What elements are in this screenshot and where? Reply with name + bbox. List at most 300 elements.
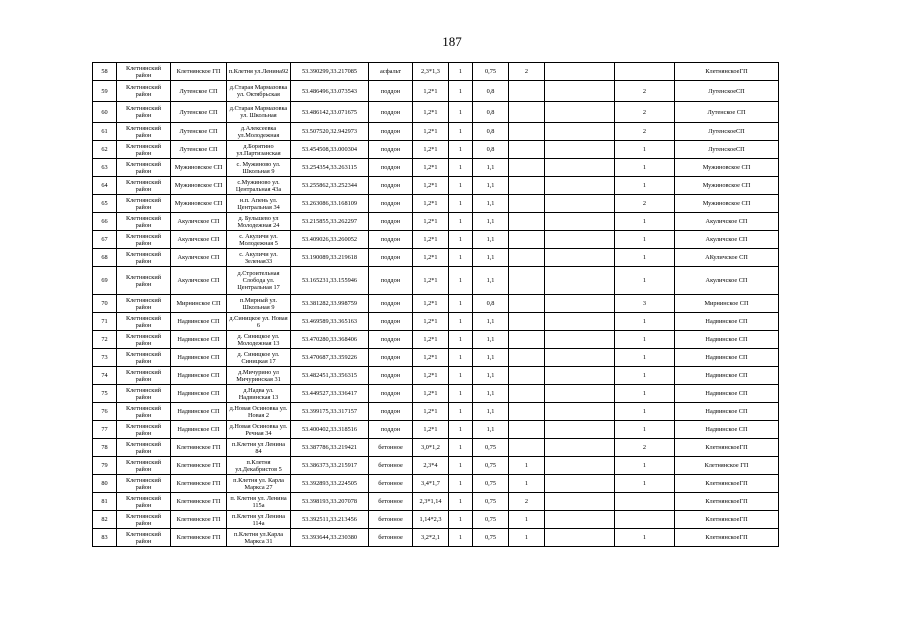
table-cell: д.Новая Осиновка ул. Новая 2 [227,403,291,421]
table-cell [509,367,545,385]
table-cell: Надвинское СП [675,331,779,349]
table-cell: 1 [509,529,545,547]
table-cell: 1,2*1 [413,295,449,313]
table-cell: Мирнинское СП [171,295,227,313]
table-cell [509,421,545,439]
table-cell: Акуличское СП [171,249,227,267]
table-cell: 0,8 [473,141,509,159]
table-cell [545,403,615,421]
table-cell: 1 [449,403,473,421]
table-cell: 1 [449,177,473,195]
table-cell: Акуличское СП [675,213,779,231]
table-cell: д.Надва ул. Надвинская 13 [227,385,291,403]
table-cell: 53.470687,33.359226 [291,349,369,367]
table-cell: 2,3*4 [413,457,449,475]
table-cell: 1,1 [473,231,509,249]
table-cell: 2 [615,81,675,102]
table-cell: 1,2*1 [413,267,449,295]
table-cell: Клетнянский район [117,177,171,195]
table-cell: 3,2*2,1 [413,529,449,547]
table-cell: 1 [509,457,545,475]
table-cell: 2 [615,102,675,123]
table-cell: 1,14*2,3 [413,511,449,529]
table-cell: бетонное [369,529,413,547]
table-cell: 1 [449,102,473,123]
table-cell: 76 [93,403,117,421]
table-cell: Клетнянский район [117,267,171,295]
table-cell: поддон [369,349,413,367]
table-cell: Клетнянский район [117,349,171,367]
table-cell [509,267,545,295]
table-cell: 1,2*1 [413,313,449,331]
table-cell: 1,1 [473,385,509,403]
table-cell: 1 [449,123,473,141]
table-cell: 66 [93,213,117,231]
table-cell [545,231,615,249]
table-cell: поддон [369,403,413,421]
table-cell: 53.486496,33.073543 [291,81,369,102]
table-cell: Акуличское СП [171,231,227,249]
table-cell: п.Клетня ул.Декабристов 5 [227,457,291,475]
table-row [93,367,779,385]
table-row [93,529,779,547]
table-cell [545,367,615,385]
table-row [93,213,779,231]
table-cell: 1 [449,267,473,295]
table-cell [545,439,615,457]
table-cell [545,63,615,81]
table-cell: 79 [93,457,117,475]
table-cell: 53.392893,33.224505 [291,475,369,493]
table-cell: Надвинское СП [171,403,227,421]
table-cell [509,177,545,195]
table-row [93,385,779,403]
table-cell: 73 [93,349,117,367]
table-row [93,267,779,295]
table-cell: 62 [93,141,117,159]
table-cell [615,63,675,81]
table-cell: 71 [93,313,117,331]
table-cell: 0,75 [473,475,509,493]
table-cell: 75 [93,385,117,403]
table-cell: 69 [93,267,117,295]
table-cell: 1,2*1 [413,123,449,141]
table-cell: Клетнянское ГП [171,529,227,547]
table-cell: 58 [93,63,117,81]
table-cell: Акуличское СП [675,267,779,295]
table-cell: КлетнянскоеГП [675,475,779,493]
table-cell: АКуличское СП [675,249,779,267]
table-cell: поддон [369,123,413,141]
table-cell: д.Старая Мармазовка ул. Октябрьская [227,81,291,102]
table-cell: поддон [369,81,413,102]
table-cell: 1 [615,403,675,421]
table-cell: 1 [449,295,473,313]
table-cell: Клетнянский район [117,439,171,457]
table-cell: Мужиновское СП [675,177,779,195]
table-cell: 1 [615,267,675,295]
table-cell: 1,1 [473,159,509,177]
table-cell: 53.390299,33.217085 [291,63,369,81]
table-cell: Клетнянский район [117,511,171,529]
table-cell: Клетнянское ГП [171,493,227,511]
table-cell: д.Строительная Слобода ул. Центральная 17 [227,267,291,295]
table-cell: 1 [449,195,473,213]
table-cell: 1 [509,475,545,493]
table-cell: поддон [369,159,413,177]
table-cell: 1 [449,385,473,403]
table-cell [545,529,615,547]
table-cell: 1,2*1 [413,403,449,421]
table-cell [545,475,615,493]
table-cell: 1,2*1 [413,231,449,249]
table-cell: 1 [615,367,675,385]
table-cell: Клетнянский район [117,313,171,331]
table-cell: бетонное [369,439,413,457]
table-cell: поддон [369,313,413,331]
table-row [93,81,779,102]
table-cell: 0,75 [473,493,509,511]
table-cell: Лутенское СП [171,123,227,141]
table-cell [545,331,615,349]
table-cell: Клетнянское ГП [675,457,779,475]
table-cell: ЛутенскоеСП [675,141,779,159]
table-cell: асфальт [369,63,413,81]
table-cell: 1,2*1 [413,385,449,403]
table-cell: 1 [615,159,675,177]
table-cell: 1 [449,457,473,475]
table-cell: поддон [369,177,413,195]
table-cell: Лутенское СП [171,81,227,102]
table-cell: Клетнянское ГП [171,475,227,493]
table-cell: 1,1 [473,421,509,439]
table-cell: 81 [93,493,117,511]
table-cell: д.Синицкое ул. Новая 6 [227,313,291,331]
table-row [93,511,779,529]
table-cell: 53.165231,33.155946 [291,267,369,295]
table-cell: 1 [449,249,473,267]
table-cell: 1,1 [473,367,509,385]
table-cell [509,231,545,249]
table-cell: Мужиновское СП [171,177,227,195]
table-cell: 67 [93,231,117,249]
table-cell: Клетнянский район [117,123,171,141]
table-cell: ЛутенскоеСП [675,123,779,141]
table-cell: Клетнянский район [117,81,171,102]
table-cell: Клетнянский район [117,457,171,475]
table-cell: 53.409026,33.260052 [291,231,369,249]
table-cell: 53.449527,33.336417 [291,385,369,403]
table-cell: поддон [369,421,413,439]
table-cell: Лутенское СП [171,141,227,159]
table-cell: 53.392511,33.213456 [291,511,369,529]
table-row [93,421,779,439]
table-cell: п. Клетня ул. Ленина 115а [227,493,291,511]
table-cell: 74 [93,367,117,385]
table-cell: п.Мирный ул. Школьная 9 [227,295,291,313]
table-cell: 1 [615,249,675,267]
table-row [93,249,779,267]
table-cell: Надвинское СП [675,385,779,403]
table-cell [545,195,615,213]
table-cell: Надвинское СП [675,421,779,439]
table-cell [545,313,615,331]
table-cell: 1,1 [473,331,509,349]
table-cell: 1,2*1 [413,349,449,367]
table-cell: с.Мужиново ул. Центральная 43а [227,177,291,195]
table-cell: с. Акуличи ул. Молодежная 5 [227,231,291,249]
table-cell: 1 [615,385,675,403]
table-cell: Клетнянское ГП [171,63,227,81]
table-cell: д.Новая Осиновка ул. Речная 34 [227,421,291,439]
table-cell: 2 [615,439,675,457]
table-cell: 1 [615,475,675,493]
table-cell: п.Клетня ул Ленина 114а [227,511,291,529]
table-cell: 53.254354,33.263115 [291,159,369,177]
table-cell: 1,2*1 [413,81,449,102]
table-cell: 1,1 [473,195,509,213]
table-cell: ЛутенскоеСП [675,81,779,102]
table-cell: 53.381282,33.998759 [291,295,369,313]
table-cell: д.Старая Мармазовка ул. Школьная [227,102,291,123]
table-cell: 1 [615,141,675,159]
table-cell [545,421,615,439]
table-cell: 0,8 [473,81,509,102]
table-cell: 1 [449,439,473,457]
table-row [93,331,779,349]
table-cell [509,141,545,159]
table-cell: 53.190089,33.219618 [291,249,369,267]
table-cell: 53.469589,33.365163 [291,313,369,331]
table-cell: 1,2*1 [413,331,449,349]
table-row [93,123,779,141]
table-cell: Лутенское СП [171,102,227,123]
table-cell [509,385,545,403]
table-cell: 77 [93,421,117,439]
table-row [93,141,779,159]
table-cell: Клетнянский район [117,195,171,213]
table-cell [509,295,545,313]
table-row [93,313,779,331]
table-cell: Клетнянский район [117,403,171,421]
table-cell: 0,75 [473,63,509,81]
table-cell [509,102,545,123]
table-cell: Надвинское СП [171,385,227,403]
table-cell: 1,2*1 [413,195,449,213]
table-cell: Акуличское СП [171,267,227,295]
table-cell: 2 [509,493,545,511]
table-cell: Акуличское СП [675,231,779,249]
table-cell: 53.482451,33.356315 [291,367,369,385]
table-cell: 1 [449,349,473,367]
table-cell [545,385,615,403]
table-cell: д.Алексеевка ул.Молодежная [227,123,291,141]
table-cell [545,141,615,159]
table-cell: 2,3*1,3 [413,63,449,81]
table-cell: 1 [449,367,473,385]
table-cell: Клетнянский район [117,421,171,439]
table-cell: с. Акуличи ул. Зеленая33 [227,249,291,267]
table-cell: 1 [449,475,473,493]
table-cell: 0,8 [473,102,509,123]
table-cell: 60 [93,102,117,123]
table-cell: 0,8 [473,123,509,141]
table-cell: 53.386373,33.215917 [291,457,369,475]
table-cell: 1 [449,213,473,231]
table-cell: 3 [615,295,675,313]
table-cell: 0,75 [473,457,509,475]
table-cell: 1 [615,177,675,195]
table-cell: 61 [93,123,117,141]
table-cell [545,511,615,529]
table-cell: Клетнянский район [117,475,171,493]
table-cell: 63 [93,159,117,177]
table-cell: Акуличское СП [171,213,227,231]
table-cell: КлетнянскоеГП [675,439,779,457]
table-cell [509,213,545,231]
table-cell: п.Клетня ул.Ленина92 [227,63,291,81]
table-cell: Клетнянский район [117,213,171,231]
table-cell [615,511,675,529]
table-cell: 80 [93,475,117,493]
table-cell: Надвинское СП [675,349,779,367]
table-cell: Мирнинское СП [675,295,779,313]
table-cell: д. Синицкое ул. Синицкая 17 [227,349,291,367]
table-cell: поддон [369,331,413,349]
table-cell: д. Бульшево ул Молодежная 24 [227,213,291,231]
table-cell: Надвинское СП [171,421,227,439]
table-cell [545,177,615,195]
table-cell: 1 [449,493,473,511]
table-cell: Клетнянский район [117,295,171,313]
table-cell: Клетнянское ГП [171,511,227,529]
table-cell: 68 [93,249,117,267]
table-cell [545,267,615,295]
table-row [93,493,779,511]
table-cell [545,81,615,102]
table-cell: 2 [615,123,675,141]
table-cell: 53.399175,33.317157 [291,403,369,421]
table-cell: поддон [369,231,413,249]
table-cell [509,123,545,141]
table-cell: Надвинское СП [675,403,779,421]
table-cell [545,123,615,141]
table-cell: поддон [369,367,413,385]
table-cell [509,249,545,267]
table-cell [545,349,615,367]
table-cell: бетонное [369,457,413,475]
table-row [93,63,779,81]
table-cell: 1 [449,231,473,249]
table-row [93,295,779,313]
table-cell [545,102,615,123]
table-cell: 53.454508,33.000304 [291,141,369,159]
table-cell: Надвинское СП [675,367,779,385]
table-cell: 1,2*1 [413,421,449,439]
table-cell: д. Синицкое ул. Молодежная 13 [227,331,291,349]
table-cell: КлетнянскоеГП [675,529,779,547]
table-cell: 1,2*1 [413,249,449,267]
table-cell: 59 [93,81,117,102]
table-cell: 1,1 [473,313,509,331]
table-cell: Надвинское СП [171,349,227,367]
table-cell: 1 [449,421,473,439]
table-cell: 1,1 [473,349,509,367]
table-cell: 1 [615,331,675,349]
table-cell: поддон [369,385,413,403]
table-cell: 0,8 [473,295,509,313]
table-cell: 3,4*1,7 [413,475,449,493]
table-cell: д.Борятино ул.Партизанская [227,141,291,159]
table-cell: бетонное [369,493,413,511]
table-cell: Клетнянский район [117,159,171,177]
table-cell: Мужиновское СП [675,159,779,177]
table-cell: 3,0*1,2 [413,439,449,457]
table-cell: поддон [369,213,413,231]
table-cell: поддон [369,249,413,267]
table-cell: 53.470280,33.368406 [291,331,369,349]
table-cell: Клетнянский район [117,249,171,267]
table-cell: 2 [615,195,675,213]
table-cell: 1,1 [473,249,509,267]
table-cell: 1 [615,457,675,475]
table-cell: Клетнянское ГП [171,439,227,457]
table-cell [545,249,615,267]
table-cell: Мужиновское СП [171,195,227,213]
table-cell: Лутенское СП [675,102,779,123]
table-cell: Надвинское СП [171,331,227,349]
sites-table [92,62,779,547]
table-cell [545,295,615,313]
table-cell: бетонное [369,475,413,493]
table-cell: 1,2*1 [413,367,449,385]
table-cell [509,403,545,421]
table-cell: 82 [93,511,117,529]
table-row [93,177,779,195]
table-cell: Клетнянский район [117,63,171,81]
table-cell: Надвинское СП [675,313,779,331]
table-cell [509,159,545,177]
table-row [93,159,779,177]
table-cell: 2 [509,63,545,81]
table-cell: 0,75 [473,529,509,547]
table-row [93,231,779,249]
table-cell: Клетнянское ГП [171,457,227,475]
table-cell: Клетнянский район [117,141,171,159]
table-cell: 1,1 [473,267,509,295]
table-cell [615,493,675,511]
table-cell: КлетнянскоеГП [675,511,779,529]
table-cell: 1 [615,213,675,231]
table-cell: 1 [449,81,473,102]
table-cell: 1 [449,141,473,159]
table-cell: 53.263086,33.168109 [291,195,369,213]
table-cell: 1,2*1 [413,141,449,159]
table-cell: Клетнянский район [117,367,171,385]
table-cell: 1 [449,63,473,81]
table-cell: поддон [369,141,413,159]
table-row [93,195,779,213]
table-cell: 53.255862,33.252344 [291,177,369,195]
table-cell: 65 [93,195,117,213]
table-cell: КлетнянскоеГП [675,493,779,511]
table-cell: 1 [449,529,473,547]
table-cell: бетонное [369,511,413,529]
table-cell: 1 [449,511,473,529]
table-cell: КлетнянскоеГП [675,63,779,81]
table-cell: Клетнянский район [117,385,171,403]
table-cell: 1 [615,421,675,439]
